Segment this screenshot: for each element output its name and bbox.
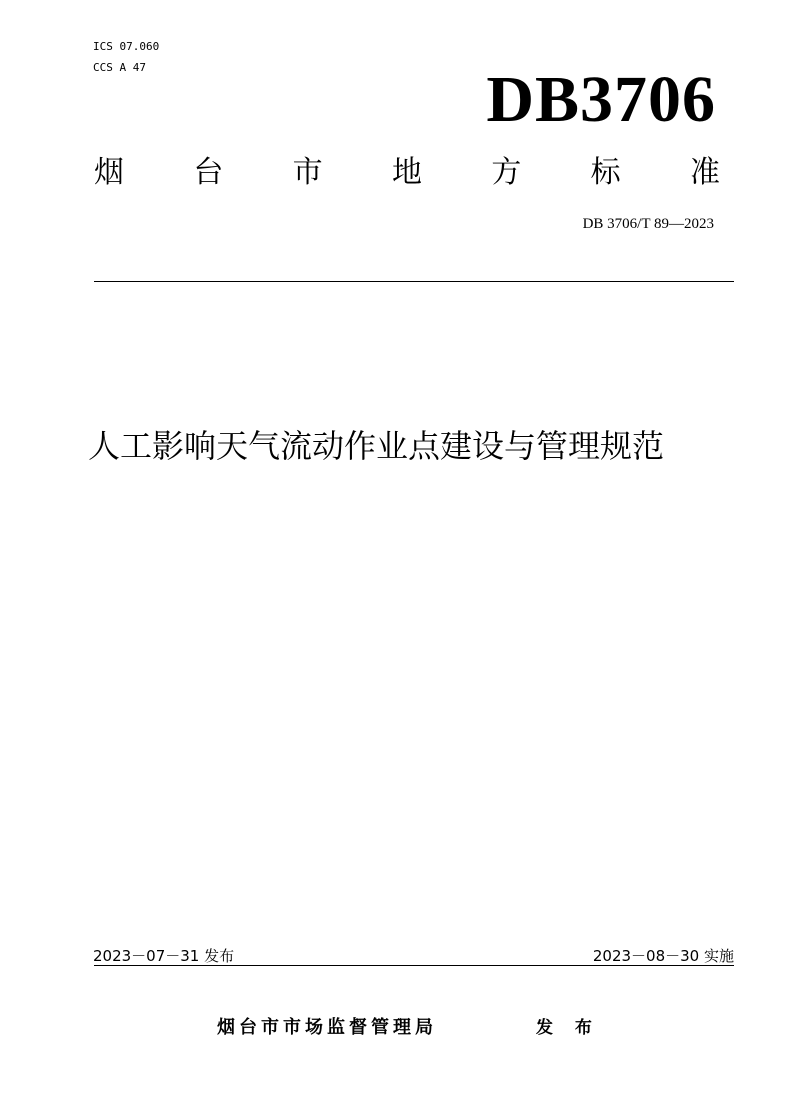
implementation-date: 2023－08－30 实施 (592, 947, 734, 965)
publish-label: 发 布 (536, 1018, 600, 1038)
document-title: 人工影响天气流动作业点建设与管理规范 (88, 427, 665, 465)
standard-category-char: 台 (193, 155, 224, 190)
header-divider (94, 281, 734, 282)
issue-date: 2023－07－31 发布 (93, 947, 235, 965)
standard-category-char: 地 (391, 155, 422, 190)
ccs-code: CCS A 47 (93, 61, 146, 74)
standard-category-char: 准 (689, 155, 720, 190)
standard-number: DB 3706/T 89—2023 (582, 216, 714, 232)
standard-category-title (94, 151, 720, 195)
ics-code: ICS 07.060 (93, 40, 160, 53)
db-code-heading: DB3706 (486, 63, 716, 136)
standard-category-char: 标 (590, 155, 621, 190)
standard-category-char: 方 (491, 155, 522, 190)
standard-category-char: 市 (292, 155, 323, 190)
issuing-authority: 烟台市市场监督管理局 (217, 1017, 437, 1038)
standard-category-char: 烟 (94, 155, 124, 190)
footer-divider (94, 965, 734, 966)
